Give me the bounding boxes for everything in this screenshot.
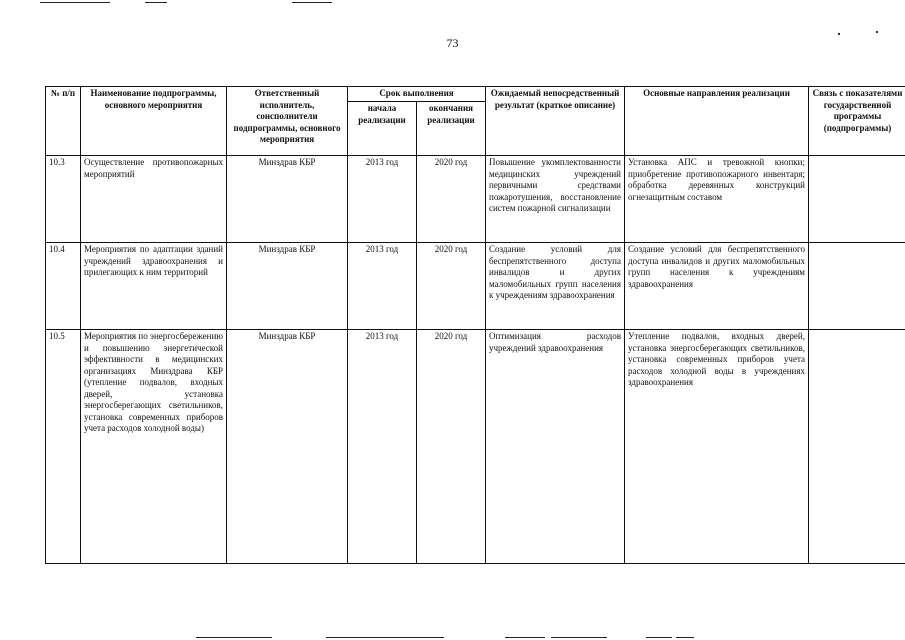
cell-end: 2020 год xyxy=(417,156,486,243)
header-period: Срок выполнения xyxy=(348,87,486,102)
header-name: Наименование подпрограммы, основного мероприятия xyxy=(81,87,227,156)
cell-start: 2013 год xyxy=(348,330,417,564)
header-start: начала реализации xyxy=(348,102,417,156)
table-row xyxy=(46,243,905,330)
table-row xyxy=(46,156,905,243)
scan-mark-top-1 xyxy=(40,2,110,3)
cell-link xyxy=(809,243,905,330)
cell-executor: Минздрав КБР xyxy=(227,243,348,330)
cell-result: Оптимизация расходов учреждений здравоохранения xyxy=(486,330,625,564)
scan-mark-bottom-4 xyxy=(551,637,607,638)
cell-directions: Установка АПС и тревожной кнопки; приобретение противопожарного инвентаря; обработка деревянных конструкций огнезащитным составом xyxy=(625,156,809,243)
scan-dot-1 xyxy=(838,33,840,35)
cell-name: Осуществление противопожарных мероприятий xyxy=(81,156,227,243)
cell-link xyxy=(809,330,905,564)
scan-mark-bottom-2 xyxy=(326,637,444,638)
scan-mark-top-3 xyxy=(292,2,332,3)
cell-directions: Создание условий для беспрепятственного доступа инвалидов и других маломобильных групп населения к учреждениям здравоохранения xyxy=(625,243,809,330)
cell-directions: Утепление подвалов, входных дверей, установка энергосберегающих светильников, установка современных приборов учета расходов холодной воды в учреждениях здравоохранения xyxy=(625,330,809,564)
header-executor: Ответственный исполнитель, соисполнители подпрограммы, основного мероприятия xyxy=(227,87,348,156)
scan-mark-bottom-5 xyxy=(646,637,672,638)
header-row-top xyxy=(46,87,905,102)
header-end: окончания реализации xyxy=(417,102,486,156)
scan-mark-top-2 xyxy=(145,2,167,3)
cell-start: 2013 год xyxy=(348,243,417,330)
cell-executor: Минздрав КБР xyxy=(227,330,348,564)
cell-link xyxy=(809,156,905,243)
scan-mark-bottom-6 xyxy=(676,637,694,638)
program-table xyxy=(45,86,905,564)
header-result: Ожидаемый непосредственный результат (краткое описание) xyxy=(486,87,625,156)
cell-end: 2020 год xyxy=(417,330,486,564)
header-directions: Основные направления реализации xyxy=(625,87,809,156)
cell-end: 2020 год xyxy=(417,243,486,330)
cell-executor: Минздрав КБР xyxy=(227,156,348,243)
cell-name: Мероприятия по энергосбережению и повышению энергетической эффективности в медицинских организациях Минздрава КБР (утепление подвалов, входных дверей, установка энергосберегающих светильников, установка современных приборов учета расходов холодной воды) xyxy=(81,330,227,564)
scan-mark-bottom-3 xyxy=(505,637,545,638)
cell-num: 10.3 xyxy=(46,156,81,243)
scan-mark-bottom-1 xyxy=(196,637,272,638)
table-row xyxy=(46,330,905,564)
scan-dot-2 xyxy=(876,31,878,33)
cell-result: Повышение укомплектованности медицинских учреждений первичными средствами пожаротушения, восстановление систем пожарной сигнализации xyxy=(486,156,625,243)
cell-start: 2013 год xyxy=(348,156,417,243)
cell-num: 10.4 xyxy=(46,243,81,330)
page-number: 73 xyxy=(446,36,459,50)
header-num: № п/п xyxy=(46,87,81,156)
cell-name: Мероприятия по адаптации зданий учреждений здравоохранения и прилегающих к ним территорий xyxy=(81,243,227,330)
header-link: Связь с показателями государственной программы (подпрограммы) xyxy=(809,87,905,156)
cell-num: 10.5 xyxy=(46,330,81,564)
cell-result: Создание условий для беспрепятственного доступа инвалидов и других маломобильных групп населения к учреждениям здравоохранения xyxy=(486,243,625,330)
